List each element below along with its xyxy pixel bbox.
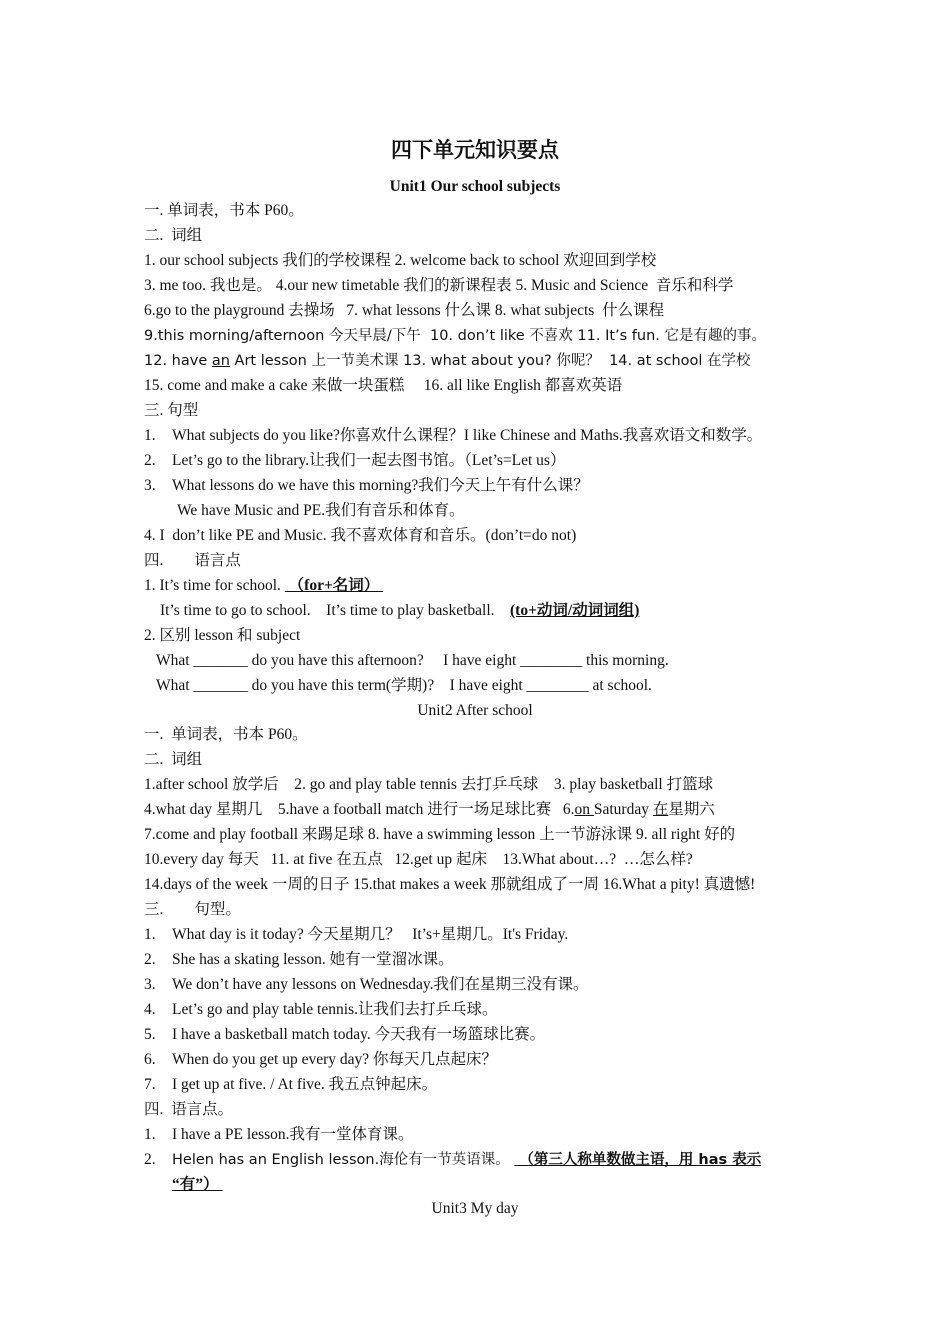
unit2-sentence-5 [144,1025,545,1045]
page-title: 四下单元知识要点 [391,138,559,162]
unit2-phrase-line-1: 1.after school 放学后 2. go and play table tennis 去打乒乓球 3. play basketball 打篮球 [144,776,714,793]
item-number: 6. [144,1051,156,1068]
item-number: 2. [144,452,156,469]
point-text: I have a PE lesson.我有一堂体育课。 [172,1126,414,1143]
unit1-sentence-3 [144,476,589,496]
unit2-sentence-3 [144,975,589,995]
unit3-heading: Unit3 My day [431,1200,519,1217]
unit1-sentence-3-answer: We have Music and PE.我们有音乐和体育。 [177,502,465,519]
unit1-fill-blank-2: What _______ do you have this term(学期)? I have eight ________ at school. [156,677,652,694]
sentence-text: I have a basketball match today. 今天我有一场篮球比赛。 [172,1026,546,1043]
unit2-phrase-line-2 [144,800,715,820]
item-number: 1. [144,1126,156,1143]
unit1-phrase-line-1: 1. our school subjects 我们的学校课程 2. welcome back to school 欢迎回到学校 [144,252,657,269]
unit2-phrase-line-4: 10.every day 每天 11. at five 在五点 12.get up 起床 13.What about…? …怎么样? [144,851,693,868]
item-number: 2. [144,951,156,968]
unit1-point-2: 2. 区别 lesson 和 subject [144,627,301,644]
unit1-sentence-1 [144,426,762,446]
unit1-phrase-line-3: 6.go to the playground 去操场 7. what lessons 什么课 8. what subjects 什么课程 [144,302,665,319]
unit1-phrase-line-6: 15. come and make a cake 来做一块蛋糕 16. all like English 都喜欢英语 [144,377,623,394]
unit1-section-sentences: 三. 句型 [144,402,199,419]
phrase-text: 星期六 [668,801,715,818]
unit2-section-vocab: 一. 单词表，书本 P60。 [144,726,308,743]
item-number: 4. [144,1001,156,1018]
phrase-text: Saturday [593,801,653,818]
unit1-section-vocab: 一. 单词表，书本 P60。 [144,202,304,219]
item-number: 7. [144,1076,156,1093]
unit1-point-1-examples [160,601,639,621]
item-number: 1. [144,926,156,943]
sentence-text: What subjects do you like?你喜欢什么课程？I like Chinese and Maths.我喜欢语文和数学。 [172,427,763,444]
unit1-section-language-points: 四. 语言点 [144,552,241,569]
unit2-heading: Unit2 After school [417,702,533,719]
underlined-word: 在 [652,801,669,818]
unit2-point-2-note-cont: “有”） [172,1176,223,1193]
unit1-phrase-line-4: 9.this morning/afternoon 今天早晨/下午 10. don’t like 不喜欢 11. It’s fun. 它是有趣的事。 [144,328,767,344]
item-number: 5. [144,1026,156,1043]
unit2-point-2 [144,1150,761,1170]
sentence-text: When do you get up every day? 你每天几点起床？ [172,1051,498,1068]
unit1-section-phrases: 二. 词组 [144,227,203,244]
grammar-note: (to+动词/动词词组) [510,602,640,619]
sentence-text: We don’t have any lessons on Wednesday.我们在星期三没有课。 [172,976,589,993]
underlined-word: on [574,801,594,818]
unit2-section-language-points: 四. 语言点。 [144,1101,234,1118]
item-number: 2. [144,1151,156,1168]
unit1-sentence-2 [144,451,565,471]
unit1-point-1 [144,576,383,596]
sentence-text: I get up at five. / At five. 我五点钟起床。 [172,1076,438,1093]
grammar-note: （for+名词） [284,577,384,594]
unit2-phrase-line-5: 14.days of the week 一周的日子 15.that makes a week 那就组成了一周 16.What a pity! 真遗憾! [144,876,756,893]
grammar-note: （第三人称单数做主语，用 has 表示 [514,1152,762,1168]
unit2-sentence-6 [144,1050,497,1070]
unit1-fill-blank-1: What _______ do you have this afternoon? I have eight ________ this morning. [156,652,669,669]
phrase-text: 4.what day 星期几 5.have a football match 进行一场足球比赛 6. [144,801,575,818]
unit1-phrase-line-2: 3. me too. 我也是。 4.our new timetable 我们的新课程表 5. Music and Science 音乐和科学 [144,277,734,294]
unit2-point-1 [144,1125,414,1145]
sentence-text: Let’s go to the library.让我们一起去图书馆。（Let’s=Let us） [172,452,566,469]
item-number: 3. [144,976,156,993]
item-number: 3. [144,477,156,494]
underlined-word: an [211,353,230,369]
sentence-text: She has a skating lesson. 她有一堂溜冰课。 [172,951,454,968]
unit2-sentence-4 [144,1000,497,1020]
unit2-section-phrases: 二. 词组 [144,751,203,768]
sentence-text: What day is it today? 今天星期几？ It’s+星期几。It's Friday. [172,926,569,943]
unit1-phrase-line-5 [144,351,751,371]
unit2-sentence-7 [144,1075,437,1095]
unit1-sentence-4: 4. I don’t like PE and Music. 我不喜欢体育和音乐。(don’t=do not) [144,527,577,544]
item-number: 1. [144,427,156,444]
sentence-text: What lessons do we have this morning?我们今天上午有什么课？ [172,477,589,494]
unit2-section-sentences: 三. 句型。 [144,901,241,918]
phrase-text: 12. have [144,353,212,369]
unit2-sentence-1 [144,925,568,945]
point-text: It’s time to go to school. It’s time to play basketball. [160,602,510,619]
unit1-heading: Unit1 Our school subjects [389,178,561,195]
point-text: 1. It’s time for school. [144,577,285,594]
sentence-text: Let’s go and play table tennis.让我们去打乒乓球。 [172,1001,498,1018]
point-text: Helen has an English lesson.海伦有一节英语课。 [172,1152,515,1168]
unit2-sentence-2 [144,950,454,970]
unit2-phrase-line-3: 7.come and play football 来踢足球 8. have a swimming lesson 上一节游泳课 9. all right 好的 [144,826,736,843]
phrase-text: Art lesson 上一节美术课 13. what about you? 你呢？ 14. at school 在学校 [229,353,751,369]
